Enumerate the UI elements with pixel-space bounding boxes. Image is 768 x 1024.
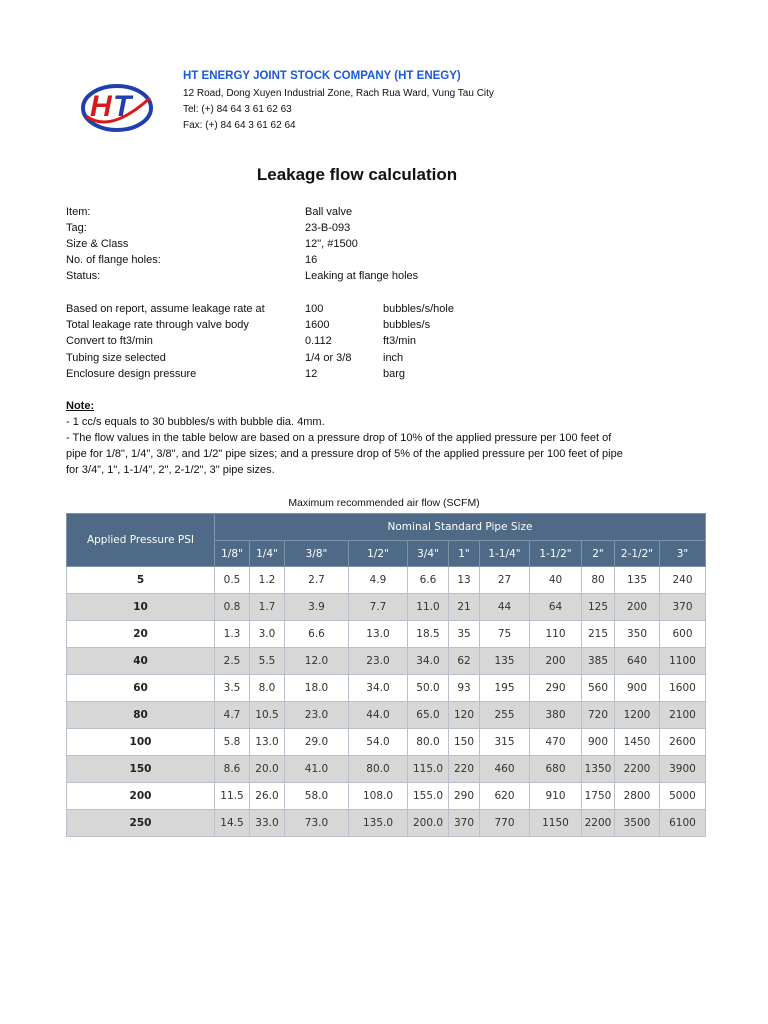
applied-pressure-cell: 250 (67, 810, 215, 837)
pressure-label: Enclosure design pressure (66, 368, 197, 380)
flow-value-cell: 1.3 (215, 621, 250, 648)
table-row (67, 648, 706, 675)
flow-value-cell: 20.0 (250, 756, 285, 783)
flow-value-cell: 44.0 (349, 702, 408, 729)
flow-value-cell: 600 (660, 621, 706, 648)
flow-value-cell: 35 (449, 621, 480, 648)
flow-value-cell: 27 (480, 567, 530, 594)
flow-value-cell: 2800 (615, 783, 660, 810)
applied-pressure-cell: 150 (67, 756, 215, 783)
flow-value-cell: 64 (530, 594, 582, 621)
flow-value-cell: 0.8 (215, 594, 250, 621)
flow-value-cell: 2200 (615, 756, 660, 783)
table-row (67, 729, 706, 756)
flow-value-cell: 1450 (615, 729, 660, 756)
corner-header: Applied Pressure PSI (67, 514, 215, 567)
flow-value-cell: 200 (530, 648, 582, 675)
svg-text:H: H (90, 90, 112, 123)
leak-rate-value: 100 (305, 303, 324, 315)
leak-rate-label: Based on report, assume leakage rate at (66, 303, 265, 315)
flow-value-cell: 0.5 (215, 567, 250, 594)
applied-pressure-cell: 20 (67, 621, 215, 648)
status-label: Status: (66, 270, 101, 282)
flow-value-cell: 58.0 (285, 783, 349, 810)
status-value: Leaking at flange holes (305, 270, 419, 282)
flow-value-cell: 1750 (582, 783, 615, 810)
flow-value-cell: 80.0 (408, 729, 449, 756)
flow-value-cell: 220 (449, 756, 480, 783)
flow-value-cell: 6.6 (408, 567, 449, 594)
flow-value-cell: 5.5 (250, 648, 285, 675)
company-fax: Fax: (+) 84 64 3 61 62 64 (183, 120, 296, 131)
flow-value-cell: 3.0 (250, 621, 285, 648)
flow-value-cell: 290 (449, 783, 480, 810)
table-caption: Maximum recommended air flow (SCFM) (288, 497, 480, 509)
air-flow-table (66, 513, 706, 837)
convert-label: Convert to ft3/min (66, 335, 153, 347)
flow-value-cell: 155.0 (408, 783, 449, 810)
tubing-unit: inch (383, 352, 404, 364)
flow-value-cell: 1600 (660, 675, 706, 702)
flow-value-cell: 1150 (530, 810, 582, 837)
tag-value: 23-B-093 (305, 222, 351, 234)
flange-holes-label: No. of flange holes: (66, 254, 161, 266)
flow-value-cell: 290 (530, 675, 582, 702)
tubing-label: Tubing size selected (66, 352, 166, 364)
pressure-value: 12 (305, 368, 318, 380)
flow-value-cell: 720 (582, 702, 615, 729)
pipe-size-header: 1-1/2" (530, 541, 582, 567)
flow-value-cell: 120 (449, 702, 480, 729)
flow-value-cell: 41.0 (285, 756, 349, 783)
flow-value-cell: 6.6 (285, 621, 349, 648)
flow-value-cell: 240 (660, 567, 706, 594)
flow-value-cell: 350 (615, 621, 660, 648)
note-line: for 3/4", 1", 1-1/4", 2", 2-1/2", 3" pipe sizes. (66, 464, 275, 476)
flow-value-cell: 110 (530, 621, 582, 648)
flow-value-cell: 2200 (582, 810, 615, 837)
flow-value-cell: 11.5 (215, 783, 250, 810)
flow-value-cell: 6100 (660, 810, 706, 837)
flow-value-cell: 1100 (660, 648, 706, 675)
flow-value-cell: 75 (480, 621, 530, 648)
flow-value-cell: 33.0 (250, 810, 285, 837)
flow-value-cell: 460 (480, 756, 530, 783)
flow-value-cell: 770 (480, 810, 530, 837)
flow-value-cell: 620 (480, 783, 530, 810)
flow-value-cell: 26.0 (250, 783, 285, 810)
flow-value-cell: 34.0 (408, 648, 449, 675)
flow-value-cell: 14.5 (215, 810, 250, 837)
flow-value-cell: 54.0 (349, 729, 408, 756)
flow-value-cell: 1350 (582, 756, 615, 783)
flow-value-cell: 21 (449, 594, 480, 621)
flow-value-cell: 200.0 (408, 810, 449, 837)
flow-value-cell: 8.6 (215, 756, 250, 783)
flow-value-cell: 255 (480, 702, 530, 729)
flow-value-cell: 900 (615, 675, 660, 702)
table-row (67, 621, 706, 648)
flow-value-cell: 23.0 (285, 702, 349, 729)
flow-value-cell: 640 (615, 648, 660, 675)
flow-value-cell: 18.0 (285, 675, 349, 702)
pipe-size-header: 2" (582, 541, 615, 567)
flow-value-cell: 385 (582, 648, 615, 675)
flow-value-cell: 4.7 (215, 702, 250, 729)
flow-value-cell: 380 (530, 702, 582, 729)
table-row (67, 567, 706, 594)
flow-value-cell: 3500 (615, 810, 660, 837)
table-row (67, 702, 706, 729)
flow-value-cell: 62 (449, 648, 480, 675)
flow-value-cell: 23.0 (349, 648, 408, 675)
flow-value-cell: 470 (530, 729, 582, 756)
tag-label: Tag: (66, 222, 87, 234)
flow-value-cell: 13.0 (250, 729, 285, 756)
applied-pressure-cell: 200 (67, 783, 215, 810)
flow-value-cell: 150 (449, 729, 480, 756)
flow-value-cell: 115.0 (408, 756, 449, 783)
total-leak-value: 1600 (305, 319, 330, 331)
flow-value-cell: 900 (582, 729, 615, 756)
flow-value-cell: 29.0 (285, 729, 349, 756)
page-title: Leakage flow calculation (256, 165, 458, 184)
leak-rate-unit: bubbles/s/hole (383, 303, 454, 315)
flow-value-cell: 2.7 (285, 567, 349, 594)
pipe-size-header: 3/8" (285, 541, 349, 567)
table-row (67, 810, 706, 837)
flow-value-cell: 200 (615, 594, 660, 621)
flow-value-cell: 34.0 (349, 675, 408, 702)
flow-value-cell: 80 (582, 567, 615, 594)
pipe-size-header: 2-1/2" (615, 541, 660, 567)
flow-value-cell: 1200 (615, 702, 660, 729)
flow-value-cell: 13.0 (349, 621, 408, 648)
applied-pressure-cell: 40 (67, 648, 215, 675)
flow-value-cell: 910 (530, 783, 582, 810)
pipe-size-header: 3/4" (408, 541, 449, 567)
flow-value-cell: 73.0 (285, 810, 349, 837)
flow-value-cell: 44 (480, 594, 530, 621)
total-leak-label: Total leakage rate through valve body (66, 319, 249, 331)
company-logo (80, 76, 154, 136)
pipe-size-header: 1/2" (349, 541, 408, 567)
flow-value-cell: 40 (530, 567, 582, 594)
flow-value-cell: 2100 (660, 702, 706, 729)
flow-value-cell: 370 (660, 594, 706, 621)
note-line: - The flow values in the table below are based on a pressure drop of 10% of the applied pressure per 100 feet of (66, 432, 612, 444)
note-heading: Note: (66, 400, 95, 412)
flange-holes-value: 16 (305, 254, 318, 266)
flow-value-cell: 13 (449, 567, 480, 594)
size-class-label: Size & Class (66, 238, 129, 250)
convert-value: 0.112 (305, 335, 332, 347)
flow-value-cell: 215 (582, 621, 615, 648)
flow-value-cell: 3900 (660, 756, 706, 783)
convert-unit: ft3/min (383, 335, 417, 347)
size-class-value: 12", #1500 (305, 238, 358, 250)
table-row (67, 675, 706, 702)
flow-value-cell: 135.0 (349, 810, 408, 837)
flow-value-cell: 135 (615, 567, 660, 594)
company-tel: Tel: (+) 84 64 3 61 62 63 (183, 104, 292, 115)
pipe-size-header: 3" (660, 541, 706, 567)
applied-pressure-cell: 100 (67, 729, 215, 756)
flow-value-cell: 1.7 (250, 594, 285, 621)
flow-value-cell: 10.5 (250, 702, 285, 729)
flow-value-cell: 195 (480, 675, 530, 702)
flow-value-cell: 12.0 (285, 648, 349, 675)
flow-value-cell: 315 (480, 729, 530, 756)
company-address: 12 Road, Dong Xuyen Industrial Zone, Rach Rua Ward, Vung Tau City (183, 88, 494, 99)
tubing-value: 1/4 or 3/8 (305, 352, 352, 364)
pipe-size-header: 1-1/4" (480, 541, 530, 567)
applied-pressure-cell: 5 (67, 567, 215, 594)
flow-value-cell: 135 (480, 648, 530, 675)
pipe-size-header: 1/8" (215, 541, 250, 567)
table-row (67, 594, 706, 621)
flow-value-cell: 560 (582, 675, 615, 702)
flow-value-cell: 3.5 (215, 675, 250, 702)
svg-text:T: T (113, 90, 132, 123)
pressure-unit: barg (383, 368, 406, 380)
flow-value-cell: 4.9 (349, 567, 408, 594)
group-header: Nominal Standard Pipe Size (215, 514, 706, 541)
flow-value-cell: 1.2 (250, 567, 285, 594)
flow-value-cell: 680 (530, 756, 582, 783)
total-leak-unit: bubbles/s (383, 319, 431, 331)
applied-pressure-cell: 10 (67, 594, 215, 621)
flow-value-cell: 5.8 (215, 729, 250, 756)
company-name: HT ENERGY JOINT STOCK COMPANY (HT ENEGY) (183, 70, 461, 82)
flow-value-cell: 80.0 (349, 756, 408, 783)
note-line: - 1 cc/s equals to 30 bubbles/s with bubble dia. 4mm. (66, 416, 325, 428)
pipe-size-header: 1/4" (250, 541, 285, 567)
table-row (67, 756, 706, 783)
item-label: Item: (66, 206, 91, 218)
flow-value-cell: 3.9 (285, 594, 349, 621)
note-line: pipe for 1/8", 1/4", 3/8", and 1/2" pipe sizes; and a pressure drop of 5% of the applied pressure per 100 feet of pipe (66, 448, 623, 460)
flow-value-cell: 93 (449, 675, 480, 702)
flow-value-cell: 7.7 (349, 594, 408, 621)
table-row (67, 783, 706, 810)
flow-value-cell: 2.5 (215, 648, 250, 675)
flow-value-cell: 11.0 (408, 594, 449, 621)
applied-pressure-cell: 60 (67, 675, 215, 702)
flow-value-cell: 8.0 (250, 675, 285, 702)
flow-value-cell: 18.5 (408, 621, 449, 648)
flow-value-cell: 108.0 (349, 783, 408, 810)
flow-value-cell: 370 (449, 810, 480, 837)
applied-pressure-cell: 80 (67, 702, 215, 729)
flow-value-cell: 5000 (660, 783, 706, 810)
flow-value-cell: 2600 (660, 729, 706, 756)
flow-value-cell: 125 (582, 594, 615, 621)
flow-value-cell: 50.0 (408, 675, 449, 702)
item-value: Ball valve (305, 206, 353, 218)
pipe-size-header: 1" (449, 541, 480, 567)
flow-value-cell: 65.0 (408, 702, 449, 729)
